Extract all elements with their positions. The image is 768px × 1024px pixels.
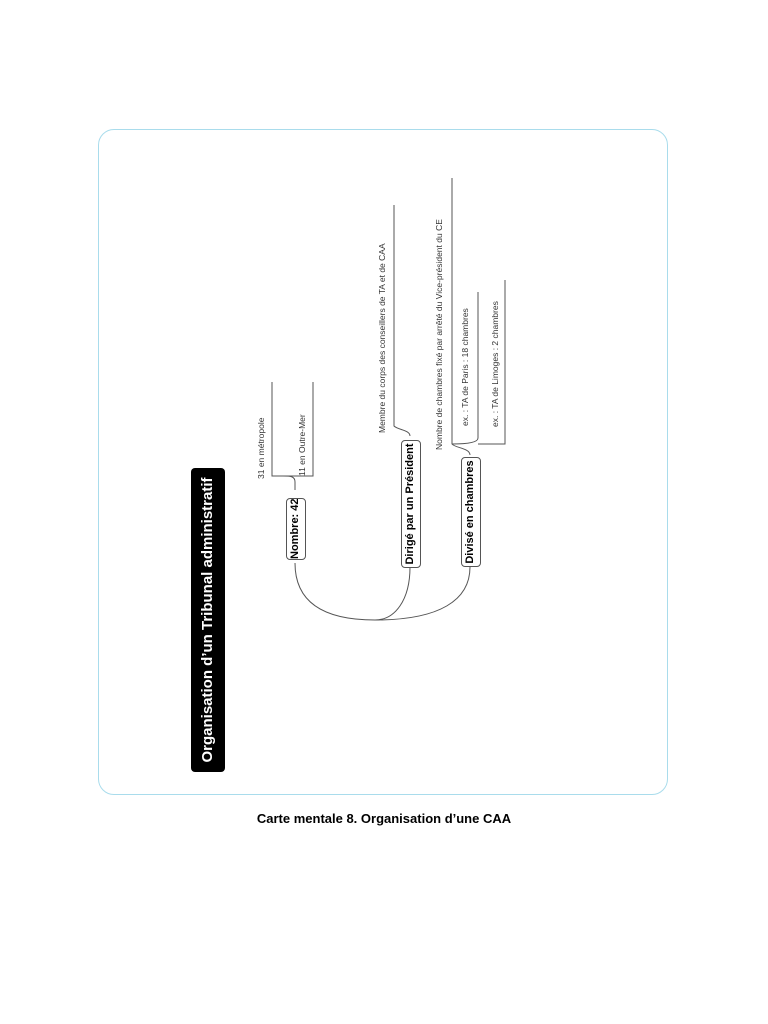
example-limoges: ex. : TA de Limoges : 2 chambres — [490, 301, 500, 427]
branch-node-nombre: Nombre: 42 — [286, 498, 306, 560]
leaf-nombre-chambres: Nombre de chambres fixé par arrêté du Vice-président du CE — [434, 219, 444, 450]
figure-caption: Carte mentale 8. Organisation d’une CAA — [256, 811, 512, 826]
leaf-metropole: 31 en métropole — [256, 417, 266, 479]
connector-nombre — [295, 563, 375, 620]
connector-chambres — [375, 567, 470, 620]
example-paris: ex. : TA de Paris : 18 chambres — [460, 308, 470, 426]
central-node: Organisation d’un Tribunal administratif — [191, 468, 225, 772]
connector-president — [375, 567, 410, 620]
leaf-outre-mer: 11 en Outre-Mer — [297, 414, 307, 476]
branch-node-president: Dirigé par un Président — [401, 440, 421, 568]
branch-node-chambres: Divisé en chambres — [461, 457, 481, 567]
bracket-president — [394, 205, 410, 436]
leaf-conseillers: Membre du corps des conseillers de TA et de CAA — [377, 243, 387, 433]
